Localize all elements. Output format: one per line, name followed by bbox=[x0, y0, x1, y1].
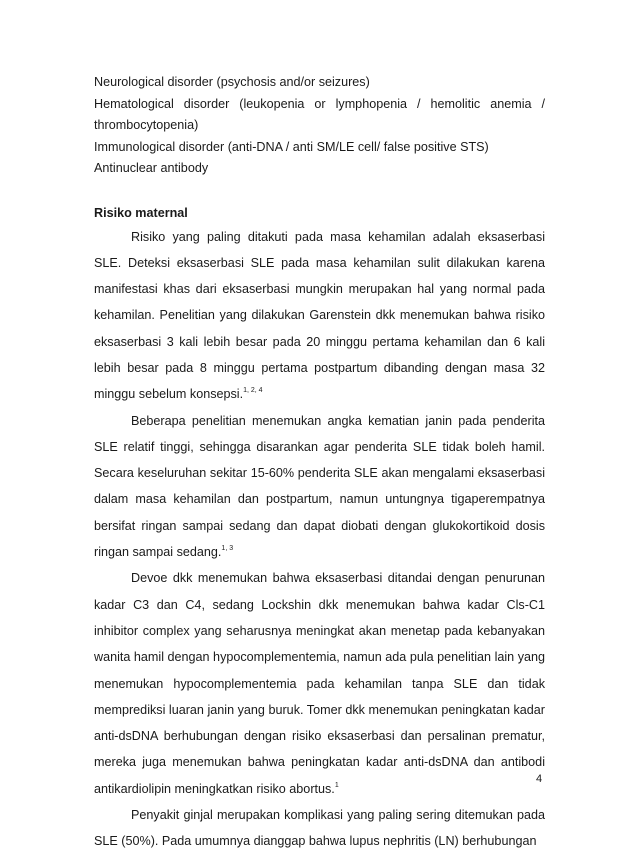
section-heading: Risiko maternal bbox=[94, 205, 188, 220]
page-number: 4 bbox=[536, 773, 543, 785]
list-item: Neurological disorder (psychosis and/or seizures) bbox=[94, 75, 370, 89]
paragraph-text: Penyakit ginjal merupakan komplikasi yang paling sering ditemukan pada SLE (50%). Pada umumnya dianggap bahwa lupus nephritis (LN) berhubungan bbox=[94, 808, 545, 849]
document-page bbox=[94, 72, 545, 855]
list-item: Immunological disorder (anti-DNA / anti SM/LE cell/ false positive STS) bbox=[94, 139, 489, 154]
paragraph bbox=[94, 408, 545, 566]
paragraph-text: Devoe dkk menemukan bahwa eksaserbasi ditandai dengan penurunan kadar C3 dan C4, sedang Lockshin dkk menemukan bahwa kadar Cls-C1 inhibitor complex yang seharusnya meningkat akan menetap pada kebanyakan wanita hamil dengan hypocomplementemia, namun ada pula penelitian lain yang menemukan hypocomplementemia pada kehamilan tanpa SLE dan tidak memprediksi luaran janin yang buruk. Tomer dkk menemukan peningkatan kadar anti-dsDNA berhubungan dengan risiko eksaserbasi dan persalinan prematur, mereka juga menemukan bahwa peningkatan kadar anti-dsDNA dan antibodi antikardiolipin meningkatkan risiko abortus. bbox=[94, 571, 545, 796]
list-item: Antinuclear antibody bbox=[94, 161, 209, 175]
paragraph bbox=[94, 565, 545, 802]
paragraph bbox=[94, 802, 545, 855]
reference-superscript: 1, 2, 4 bbox=[243, 387, 263, 395]
reference-superscript: 1 bbox=[334, 781, 339, 789]
reference-superscript: 1, 3 bbox=[221, 545, 234, 553]
paragraph-text: Risiko yang paling ditakuti pada masa kehamilan adalah eksaserbasi SLE. Deteksi eksaserbasi SLE pada masa kehamilan sulit dilakukan karena manifestasi khas dari eksaserbasi mungkin merupakan hal yang normal pada kehamilan. Penelitian yang dilakukan Garenstein dkk menemukan bahwa risiko eksaserbasi 3 kali lebih besar pada 20 minggu pertama kehamilan dan 6 kali lebih besar pada 8 minggu pertama postpartum dibanding dengan masa 32 minggu sebelum konsepsi. bbox=[94, 229, 545, 402]
paragraph-text: Beberapa penelitian menemukan angka kematian janin pada penderita SLE relatif tinggi, sehingga disarankan agar penderita SLE tidak boleh hamil. Secara keseluruhan sekitar 15-60% penderita SLE akan mengalami eksaserbasi dalam masa kehamilan dan postpartum, namun untungnya tigaperempatnya bersifat ringan sampai sedang dan dapat diobati dengan glukokortikoid dosis ringan sampai sedang. bbox=[94, 413, 545, 560]
list-item: Hematological disorder (leukopenia or lymphopenia / hemolitic anemia / thrombocytopenia) bbox=[94, 96, 545, 132]
paragraph bbox=[94, 224, 545, 408]
criteria-list bbox=[94, 72, 545, 180]
